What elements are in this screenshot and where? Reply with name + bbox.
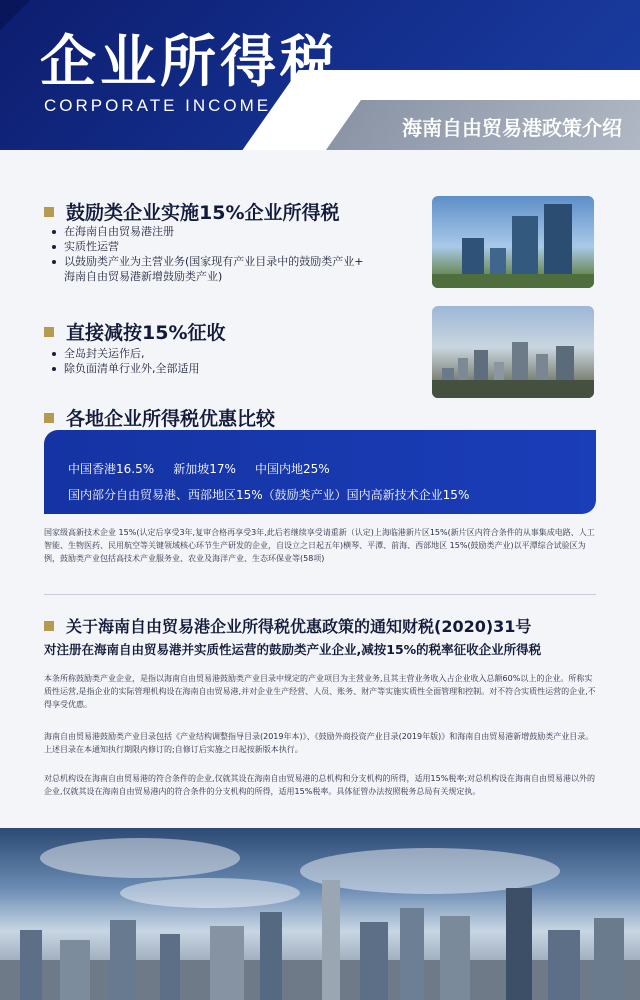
list-item: 在海南自由贸易港注册 <box>50 224 420 239</box>
corner-decoration <box>0 0 30 30</box>
list-item: 全岛封关运作后, <box>50 346 420 361</box>
notice-heading <box>44 614 531 637</box>
page-title: 企业所得税 <box>40 30 340 95</box>
notice-title-text: 关于海南自由贸易港企业所得税优惠政策的通知财税(2020)31号 <box>66 617 532 636</box>
bullet-square-icon <box>44 621 54 631</box>
list-item: 除负面清单行业外,全部适用 <box>50 361 420 376</box>
list-item: 以鼓励类产业为主营业务(国家现有产业目录中的鼓励类产业+ <box>50 254 420 269</box>
section-divider <box>44 594 596 595</box>
comparison-box <box>44 430 596 514</box>
section-heading-text: 直接减按15%征收 <box>66 322 226 344</box>
section1-bullets <box>50 224 420 284</box>
notice-subtitle: 对注册在海南自由贸易港并实质性运营的鼓励类产业企业,减按15%的税率征收企业所得税 <box>44 642 542 657</box>
city-aerial-photo <box>432 306 594 398</box>
section2-bullets <box>50 346 420 376</box>
header-banner <box>0 0 640 150</box>
list-item: 实质性运营 <box>50 239 420 254</box>
section-heading-text: 各地企业所得税优惠比较 <box>66 408 276 430</box>
section-heading-encouraged <box>44 198 339 225</box>
section-heading-direct-reduction <box>44 318 225 345</box>
bullet-square-icon <box>44 413 54 423</box>
notice-paragraph-2: 海南自由贸易港鼓励类产业目录包括《产业结构调整指导目录(2019年本)》、《鼓励外商投资产业目录(2019年版)》和海南自由贸易港新增鼓励类产业目录。上述目录在本通知执行期限内修订的;自修订后实施之日起按新版本执行。 <box>44 732 594 754</box>
notice-paragraph-1: 本条所称鼓励类产业企业，是指以海南自由贸易港鼓励类产业目录中规定的产业项目为主营业务,且其主营业务收入占企业收入总额60%以上的企业。所称实质性运营,是指企业的实际管理机构设在海南自由贸易港,并对企业生产经营、人员、账务、财产等实施实质性全面管理和控制。对不符合实质性运营的企业,不得享受优惠。 <box>44 674 596 709</box>
city-skyline-photo <box>432 196 594 288</box>
list-item-continuation: 海南自由贸易港新增鼓励类产业) <box>64 270 223 283</box>
notice-paragraph-3: 对总机构设在海南自由贸易港的符合条件的企业,仅就其设在海南自由贸易港的总机构和分支机构的所得，适用15%税率;对总机构设在海南自由贸易港以外的企业,仅就其设在海南自由贸易港内的符合条件的分支机构的所得，适用15%税率。具体征管办法按照税务总局有关规定执。 <box>44 774 596 796</box>
section-heading-text: 鼓励类企业实施15%企业所得税 <box>66 202 340 224</box>
comparison-line-2: 国内部分自由贸易港、西部地区15%（鼓励类产业）国内高新技术企业15% <box>68 488 470 502</box>
footnote-paragraph: 国家级高新技术企业 15%(认定后享受3年,复审合格再享受3年,此后若继续享受请重新（认定)上海临港新片区15%(新片区内符合条件的从事集成电路、人工智能、生物医药、民用航空等关键领域核心环节生产研发的企业，自设立之日起五年)横琴、平潭、前海、西部地区 15%(鼓励类产业)以平潭综合试验区为例，鼓励类产业包括高技术产业服务业、农业及海洋产业、生态环保业等(58项) <box>44 528 595 563</box>
comparison-line-1: 中国香港16.5% 新加坡17% 中国内地25% <box>68 462 330 476</box>
page-title-english: CORPORATE INCOME TAX <box>44 96 320 115</box>
section-heading-comparison <box>44 404 275 431</box>
page-subtitle: 海南自由贸易港政策介绍 <box>402 116 622 140</box>
bullet-square-icon <box>44 327 54 337</box>
city-panorama-image <box>0 828 640 1000</box>
bullet-square-icon <box>44 207 54 217</box>
